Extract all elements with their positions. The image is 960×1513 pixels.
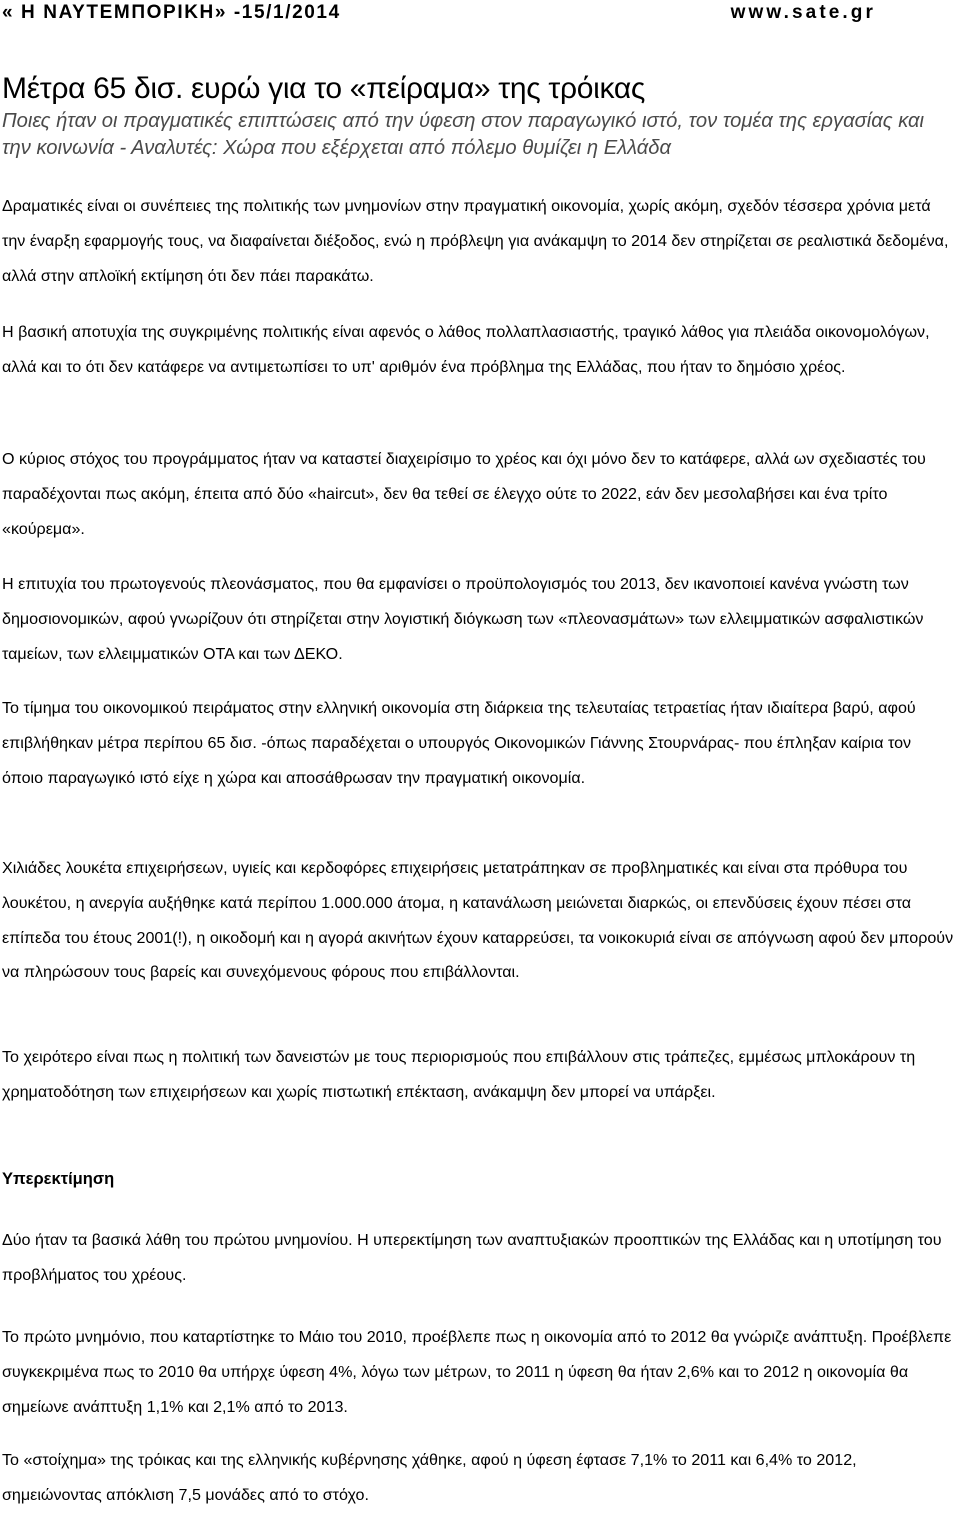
section-heading: Υπερεκτίμηση: [2, 1170, 115, 1188]
paragraph-text: Το πρώτο μνημόνιο, που καταρτίστηκε το Μάιο του 2010, προέβλεπε πως η οικονομία από το 2012 θα γνώριζε ανάπτυξη. Προέβλεπε συγκεκριμένα πως το 2010 θα υπήρχε ύφεση 4%, λόγω των μέτρων, το 2011 η ύφεση θα ήταν 2,6% και το 2012 η οικονομία θα σημείωνε ανάπτυξη 1,1% και 2,1% από το 2013.: [2, 1328, 952, 1416]
paragraph-text: Δύο ήταν τα βασικά λάθη του πρώτου μνημονίου. Η υπερεκτίμηση των αναπτυξιακών προοπτικών της Ελλάδας και η υποτίμηση του προβλήματος του χρέους.: [2, 1231, 942, 1284]
paragraph: [2, 1320, 954, 1424]
paragraph-text: Δραματικές είναι οι συνέπειες της πολιτικής των μνημονίων στην πραγματική οικονομία, χωρίς ακόμη, σχεδόν τέσσερα χρόνια μετά την έναρξη εφαρμογής τους, να διαφαίνεται διέξοδος, ενώ η πρόβλεψη για ανάκαμψη το 2014 δεν στηρίζεται σε ρεαλιστικά δεδομένα, αλλά στην απλοϊκή εκτίμηση ότι δεν πάει παρακάτω.: [2, 197, 949, 285]
paragraph: [2, 1443, 954, 1513]
paragraph-text: Το χειρότερο είναι πως η πολιτική των δανειστών με τους περιορισμούς που επιβάλλουν στις τράπεζες, εμμέσως μπλοκάρουν τη χρηματοδότηση των επιχειρήσεων και χωρίς πιστωτική επέκταση, ανάκαμψη δεν μπορεί να υπάρξει.: [2, 1048, 916, 1101]
paragraph: [2, 691, 954, 795]
paragraph-text: Το «στοίχημα» της τρόικας και της ελληνικής κυβέρνησης χάθηκε, αφού η ύφεση έφτασε 7,1% το 2011 και 6,4% το 2012, σημειώνοντας απόκλιση 7,5 μονάδες από το στόχο.: [2, 1451, 857, 1504]
source-header: « Η ΝΑΥΤΕΜΠΟΡΙΚΗ» -15/1/2014: [2, 2, 341, 23]
article-subtitle: Ποιες ήταν οι πραγματικές επιπτώσεις από την ύφεση στον παραγωγικό ιστό, τον τομέα της εργασίας και την κοινωνία - Αναλυτές: Χώρα που εξέρχεται από πόλεμο θυμίζει η Ελλάδα: [2, 110, 925, 159]
paragraph: [2, 1040, 954, 1110]
paragraph: [2, 442, 954, 546]
paragraph-text: Το τίμημα του οικονομικού πειράματος στην ελληνική οικονομία στη διάρκεια της τελευταίας τετραετίας ήταν ιδιαίτερα βαρύ, αφού επιβλήθηκαν μέτρα περίπου 65 δισ. -όπως παραδέχεται ο υπουργός Οικονομικών Γιάννης Στουρνάρας- που έπληξαν καίρια τον όποιο παραγωγικό ιστό είχε η χώρα και αποσάθρωσαν την πραγματική οικονομία.: [2, 699, 916, 787]
paragraph: [2, 567, 954, 671]
paragraph-text: Η επιτυχία του πρωτογενούς πλεονάσματος, που θα εμφανίσει ο προϋπολογισμός του 2013, δεν ικανοποιεί κανένα γνώστη των δημοσιονομικών, αφού γνωρίζουν ότι στηρίζεται στην λογιστική διόγκωση των «πλεονασμάτων» των ελλειμματικών ασφαλιστικών ταμείων, των ελλειμματικών ΟΤΑ και των ΔΕΚΟ.: [2, 575, 924, 663]
article-title: Μέτρα 65 δισ. ευρώ για το «πείραμα» της τρόικας: [2, 72, 646, 105]
paragraph-text: Χιλιάδες λουκέτα επιχειρήσεων, υγιείς και κερδοφόρες επιχειρήσεις μετατράπηκαν σε προβληματικές και είναι στα πρόθυρα του λουκέτου, η ανεργία αυξήθηκε κατά περίπου 1.000.000 άτομα, η κατανάλωση μειώνεται διαρκώς, οι επενδύσεις έχουν πέσει στα επίπεδα του έτους 2001(!), η οικοδομή και η αγορά ακινήτων έχουν καταρρεύσει, τα νοικοκυριά είναι σε απόγνωση αφού δεν μπορούν να πληρώσουν τους βαρείς και συνεχόμενους φόρους που επιβάλλονται.: [2, 859, 954, 982]
paragraph: [2, 189, 954, 293]
paragraph-text: Η βασική αποτυχία της συγκριμένης πολιτικής είναι αφενός ο λάθος πολλαπλασιαστής, τραγικό λάθος για πλειάδα οικονομολόγων, αλλά και το ότι δεν κατάφερε να αντιμετωπίσει το υπ' αριθμόν ένα πρόβλημα της Ελλάδας, που ήταν το δημόσιο χρέος.: [2, 323, 930, 376]
site-header: www.sate.gr: [730, 2, 876, 23]
paragraph: [2, 315, 954, 385]
paragraph-text: Ο κύριος στόχος του προγράμματος ήταν να καταστεί διαχειρίσιμο το χρέος και όχι μόνο δεν το κατάφερε, αλλά ων σχεδιαστές του παραδέχονται πως ακόμη, έπειτα από δύο «haircut», δεν θα τεθεί σε έλεγχο ούτε το 2022, εάν δεν μεσολαβήσει και ένα τρίτο «κούρεμα».: [2, 450, 926, 538]
paragraph: [2, 851, 954, 990]
paragraph: [2, 1223, 954, 1293]
